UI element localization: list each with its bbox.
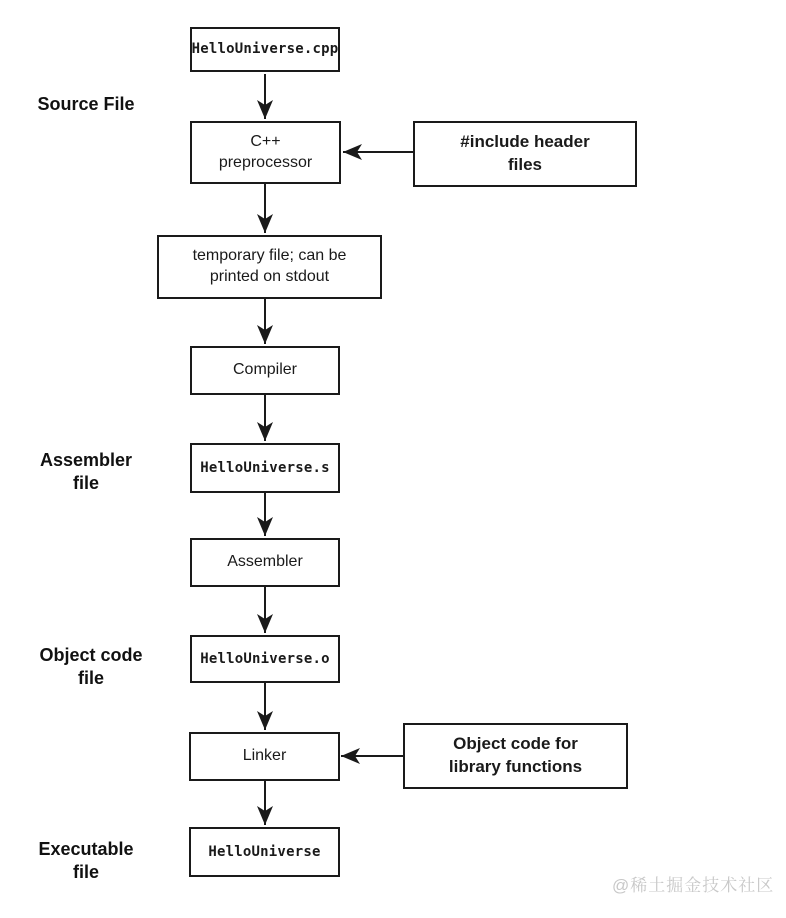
assembler-file-name: HelloUniverse.s (200, 459, 330, 476)
compiler-label: Compiler (232, 361, 297, 379)
preprocessor-label-line: preprocessor (218, 153, 313, 171)
preprocessor-box (190, 121, 341, 184)
library-objects-box (403, 723, 628, 789)
preprocessor-label-line: C++ (250, 132, 281, 150)
watermark: @稀土掘金技术社区 (612, 876, 775, 895)
stage-label-line: Executable (38, 839, 134, 859)
temp-file-label-line: printed on stdout (209, 268, 330, 285)
source-file-box (190, 27, 340, 72)
compiler-box (190, 346, 340, 395)
source-file-name: HelloUniverse.cpp (191, 41, 339, 58)
stage-label-executable-file (6, 838, 166, 885)
stage-label-line: Source File (37, 94, 135, 114)
executable-file-name: HelloUniverse (208, 843, 321, 860)
include-headers-line: #include header (460, 132, 590, 152)
assembler-box (190, 538, 340, 587)
include-headers-line: files (507, 155, 543, 174)
linker-label: Linker (242, 747, 287, 765)
stage-label-assembler-file (6, 449, 166, 496)
stage-label-line: file (72, 473, 99, 494)
stage-label-line: Assembler (39, 450, 133, 470)
temp-file-label-line: temporary file; can be (192, 247, 347, 265)
object-file-name: HelloUniverse.o (200, 650, 330, 667)
linker-box (189, 732, 340, 781)
object-file-box (190, 635, 340, 683)
temp-file-box (157, 235, 382, 299)
stage-label-source-file (6, 93, 166, 116)
library-objects-line: Object code for (453, 734, 578, 754)
stage-label-line: file (77, 668, 104, 689)
library-objects-line: library functions (448, 757, 583, 776)
assembler-label: Assembler (227, 553, 303, 571)
stage-label-line: file (72, 862, 99, 883)
stage-label-object-code-file (11, 644, 171, 691)
stage-label-line: Object code (39, 645, 143, 665)
include-headers-box (413, 121, 637, 187)
executable-box (189, 827, 340, 877)
assembler-file-box (190, 443, 340, 493)
